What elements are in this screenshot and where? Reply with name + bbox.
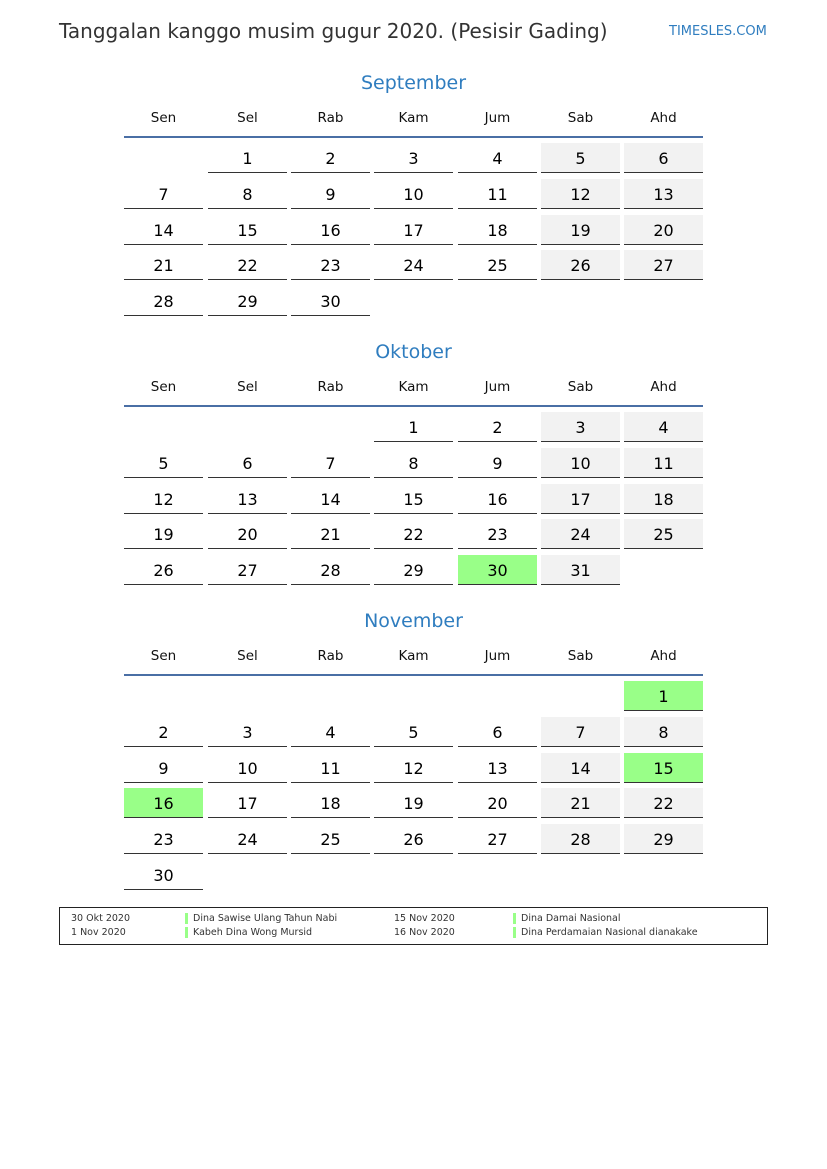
day-cell: 11 [458,179,537,209]
legend-color-swatch [185,927,188,938]
weekday-header [124,96,703,138]
day-cell: 1 [374,412,453,442]
legend-color-swatch [513,927,516,938]
day-cell: 13 [208,484,287,514]
day-cell: 24 [374,250,453,280]
day-cell: 22 [624,788,703,818]
day-cell: 4 [624,412,703,442]
day-cell: 22 [208,250,287,280]
day-cell: 12 [374,753,453,783]
day-cell: 30 [124,860,203,890]
weekday-label: Sen [150,110,177,126]
day-cell: 10 [374,179,453,209]
day-cell: 28 [541,824,620,854]
day-cell: 11 [624,448,703,478]
day-cell: 23 [124,824,203,854]
weekday-label: Ahd [650,648,677,664]
weekday-label: Ahd [650,379,677,395]
day-cell: 13 [624,179,703,209]
day-cell: 20 [624,215,703,245]
day-cell: 27 [624,250,703,280]
day-cell: 13 [458,753,537,783]
day-cell: 21 [124,250,203,280]
day-cell: 17 [541,484,620,514]
legend-color-swatch [513,913,516,924]
day-cell: 5 [124,448,203,478]
day-cell: 3 [541,412,620,442]
weekday-label: Sen [150,648,177,664]
weekday-header [124,634,703,676]
day-cell: 26 [374,824,453,854]
legend-label: Dina Sawise Ulang Tahun Nabi [193,913,338,924]
day-cell: 4 [291,717,370,747]
day-cell: 27 [458,824,537,854]
weekday-label: Sab [567,379,594,395]
weekday-label: Jum [484,648,511,664]
day-cell: 18 [624,484,703,514]
day-cell: 18 [291,788,370,818]
weekday-header [124,365,703,407]
day-cell: 6 [458,717,537,747]
month-title: September [360,72,467,94]
holiday-day-cell: 30 [458,555,537,585]
weekday-label: Sen [150,379,177,395]
day-cell: 3 [374,143,453,173]
day-cell: 16 [291,215,370,245]
weekday-label: Sab [567,648,594,664]
day-cell: 9 [124,753,203,783]
day-cell: 12 [124,484,203,514]
day-cell: 7 [541,717,620,747]
day-cell: 28 [124,286,203,316]
month-november [124,608,703,885]
day-cell: 7 [291,448,370,478]
holiday-day-cell: 16 [124,788,203,818]
weekday-label: Kam [398,648,429,664]
day-cell: 18 [458,215,537,245]
day-cell: 20 [458,788,537,818]
day-cell: 8 [208,179,287,209]
day-cell: 25 [458,250,537,280]
weekday-label: Kam [398,110,429,126]
day-cell: 29 [374,555,453,585]
weekday-label: Jum [484,110,511,126]
legend-date: 30 Okt 2020 [71,913,131,924]
day-cell: 9 [291,179,370,209]
day-cell: 25 [624,519,703,549]
month-title: November [364,610,463,632]
day-cell: 26 [541,250,620,280]
day-cell: 9 [458,448,537,478]
day-cell: 11 [291,753,370,783]
day-cell: 6 [208,448,287,478]
day-cell: 14 [541,753,620,783]
day-cell: 4 [458,143,537,173]
month-oktober [124,339,703,581]
month-title: Oktober [375,341,452,363]
day-cell: 15 [208,215,287,245]
day-cell: 25 [291,824,370,854]
day-cell: 17 [208,788,287,818]
weekday-label: Kam [398,379,429,395]
day-cell: 3 [208,717,287,747]
weekday-label: Rab [317,110,344,126]
weekday-label: Sel [237,110,258,126]
legend-date: 1 Nov 2020 [71,927,126,938]
day-cell: 14 [291,484,370,514]
weekday-label: Rab [317,379,344,395]
day-cell: 8 [624,717,703,747]
day-cell: 30 [291,286,370,316]
day-cell: 16 [458,484,537,514]
page-title: Tanggalan kanggo musim gugur 2020. (Pesisir Gading) [59,19,608,43]
day-cell: 21 [541,788,620,818]
day-cell: 29 [208,286,287,316]
day-cell: 5 [541,143,620,173]
brand-link[interactable]: TIMESLES.COM [669,24,767,39]
day-cell: 22 [374,519,453,549]
day-cell: 7 [124,179,203,209]
legend-date: 15 Nov 2020 [394,913,455,924]
day-cell: 21 [291,519,370,549]
holiday-day-cell: 1 [624,681,703,711]
legend-date: 16 Nov 2020 [394,927,455,938]
weekday-label: Sab [567,110,594,126]
day-cell: 8 [374,448,453,478]
day-cell: 26 [124,555,203,585]
day-cell: 2 [124,717,203,747]
holiday-legend [59,907,768,945]
day-cell: 27 [208,555,287,585]
day-cell: 29 [624,824,703,854]
day-cell: 12 [541,179,620,209]
weekday-label: Sel [237,648,258,664]
weekday-label: Rab [317,648,344,664]
day-cell: 2 [458,412,537,442]
day-cell: 2 [291,143,370,173]
day-cell: 28 [291,555,370,585]
holiday-day-cell: 15 [624,753,703,783]
legend-label: Dina Damai Nasional [521,913,621,924]
day-cell: 10 [208,753,287,783]
day-cell: 1 [208,143,287,173]
day-cell: 10 [541,448,620,478]
day-cell: 15 [374,484,453,514]
legend-color-swatch [185,913,188,924]
day-cell: 6 [624,143,703,173]
day-cell: 14 [124,215,203,245]
day-cell: 19 [374,788,453,818]
day-cell: 5 [374,717,453,747]
day-cell: 23 [291,250,370,280]
day-cell: 31 [541,555,620,585]
day-cell: 24 [208,824,287,854]
legend-label: Kabeh Dina Wong Mursid [193,927,313,938]
day-cell: 20 [208,519,287,549]
month-september [124,70,703,312]
day-cell: 24 [541,519,620,549]
day-cell: 19 [541,215,620,245]
weekday-label: Jum [484,379,511,395]
day-cell: 23 [458,519,537,549]
weekday-label: Ahd [650,110,677,126]
legend-label: Dina Perdamaian Nasional dianakake [521,927,698,938]
day-cell: 17 [374,215,453,245]
day-cell: 19 [124,519,203,549]
weekday-label: Sel [237,379,258,395]
